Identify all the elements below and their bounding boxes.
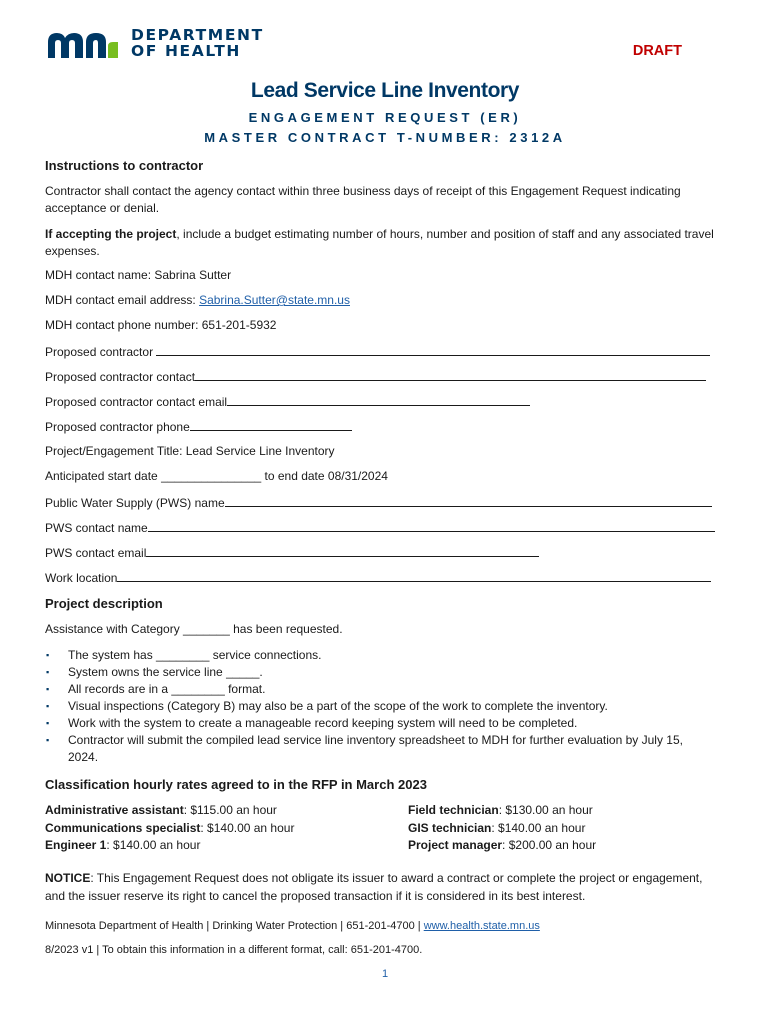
mdh-contact-phone: MDH contact phone number: 651-201-5932 <box>45 318 277 332</box>
work-location-field[interactable] <box>45 569 711 585</box>
rate-row <box>45 802 294 820</box>
mn-logo-icon <box>45 28 121 58</box>
footer-version: 8/2023 v1 | To obtain this information in a different format, call: 651-201-4700. <box>45 944 423 956</box>
rates-column-left <box>45 802 294 855</box>
proposed-contact-email-blank[interactable] <box>227 393 530 406</box>
rate-value: : $115.00 an hour <box>183 803 277 817</box>
rate-role: Administrative assistant <box>45 803 184 817</box>
work-location-blank[interactable] <box>117 569 711 582</box>
org-name <box>131 27 264 59</box>
rate-row <box>408 837 596 855</box>
rate-role: GIS technician <box>408 820 492 835</box>
mdh-contact-email-label: MDH contact email address: <box>45 293 200 307</box>
category-assistance: Assistance with Category _______ has been requested. <box>45 622 343 636</box>
contract-number: MASTER CONTRACT T-NUMBER: 2312A <box>204 130 566 145</box>
bullet-icon: ▪ <box>46 684 50 694</box>
rate-row <box>408 820 596 838</box>
rate-value: : $140.00 an hour <box>106 838 201 852</box>
pws-contact-email-label: PWS contact email <box>45 546 147 560</box>
proposed-contact-email-label: Proposed contractor contact email <box>45 395 228 409</box>
list-item-text: Visual inspections (Category B) may also be a part of the scope of the work to complete the inventory. <box>68 699 608 713</box>
list-item-text: Work with the system to create a manageable record keeping system will need to be completed. <box>68 716 578 730</box>
list-item-text: System owns the service line _____. <box>68 665 263 679</box>
rate-row <box>45 820 294 838</box>
footer-website-link[interactable]: www.health.state.mn.us <box>423 920 540 932</box>
document-subtitle: ENGAGEMENT REQUEST (ER) <box>248 110 522 125</box>
instructions-paragraph-2 <box>45 226 720 260</box>
pws-contact-name-blank[interactable] <box>148 519 715 532</box>
org-name-line2: OF HEALTH <box>131 42 241 60</box>
rates-heading: Classification hourly rates agreed to in the RFP in March 2023 <box>45 777 427 792</box>
mdh-contact-name: MDH contact name: Sabrina Sutter <box>45 268 232 282</box>
org-name-line1: DEPARTMENT <box>131 26 264 44</box>
list-item <box>45 647 715 664</box>
pws-contact-email-field[interactable] <box>45 544 539 560</box>
rate-row <box>45 837 294 855</box>
mdh-logo <box>45 26 264 60</box>
list-item <box>45 698 715 715</box>
rate-value: : $200.00 an hour <box>502 838 597 852</box>
proposed-phone-blank[interactable] <box>190 418 352 431</box>
accepting-rest: , include a budget estimating number of hours, number and position of staff and any associated travel expenses. <box>45 227 714 258</box>
page-number: 1 <box>381 968 389 980</box>
list-item <box>45 715 715 732</box>
rates-column-right <box>408 802 596 855</box>
rate-value: : $130.00 an hour <box>498 803 593 817</box>
anticipated-dates[interactable]: Anticipated start date _______________ to end date 08/31/2024 <box>45 469 388 483</box>
instructions-heading: Instructions to contractor <box>45 158 204 173</box>
proposed-contractor-field[interactable] <box>45 343 710 359</box>
footer-contact <box>45 920 540 932</box>
bullet-icon: ▪ <box>46 667 50 677</box>
proposed-contact-field[interactable] <box>45 368 706 384</box>
instructions-paragraph-1: Contractor shall contact the agency contact within three business days of receipt of this Engagement Request indicating acceptance or denial. <box>45 184 681 215</box>
rate-value: : $140.00 an hour <box>491 820 586 835</box>
notice-paragraph <box>45 870 705 905</box>
proposed-contractor-label: Proposed contractor <box>45 345 157 359</box>
rate-value: : $140.00 an hour <box>200 820 295 835</box>
pws-name-blank[interactable] <box>225 494 712 507</box>
document-title: Lead Service Line Inventory <box>250 79 520 102</box>
project-title: Project/Engagement Title: Lead Service Line Inventory <box>45 444 335 458</box>
rate-row <box>408 802 596 820</box>
list-item <box>45 664 715 681</box>
notice-text: : This Engagement Request does not obligate its issuer to award a contract or complete the project or engagement, and the issuer reserve its right to cancel the proposed transaction if it is considered in its best interest. <box>45 871 703 903</box>
proposed-phone-label: Proposed contractor phone <box>45 420 190 434</box>
accepting-bold: If accepting the project <box>45 227 177 241</box>
footer-contact-text: Minnesota Department of Health | Drinking Water Protection | 651-201-4700 | <box>45 920 424 932</box>
work-location-label: Work location <box>45 571 118 585</box>
bullet-icon: ▪ <box>46 718 50 728</box>
mdh-contact-email <box>45 293 350 307</box>
rate-role: Communications specialist <box>45 820 201 835</box>
draft-label: DRAFT <box>632 43 682 59</box>
bullet-icon: ▪ <box>46 735 50 745</box>
notice-label: NOTICE <box>45 871 91 885</box>
list-item <box>45 681 715 698</box>
list-item-text: Contractor will submit the compiled lead service line inventory spreadsheet to MDH for further evaluation by July 15, 2024. <box>68 733 683 764</box>
pws-contact-email-blank[interactable] <box>146 544 539 557</box>
rate-role: Project manager <box>408 838 503 852</box>
list-item <box>45 732 715 766</box>
mdh-contact-email-link[interactable]: Sabrina.Sutter@state.mn.us <box>199 293 350 307</box>
rate-role: Field technician <box>408 803 499 817</box>
proposed-contact-blank[interactable] <box>195 368 706 381</box>
proposed-contractor-blank[interactable] <box>156 343 710 356</box>
pws-contact-name-label: PWS contact name <box>45 521 148 535</box>
pws-contact-name-field[interactable] <box>45 519 715 535</box>
proposed-contact-label: Proposed contractor contact <box>45 370 196 384</box>
scope-bullet-list <box>45 647 715 766</box>
proposed-contact-email-field[interactable] <box>45 393 530 409</box>
project-description-heading: Project description <box>45 596 163 611</box>
list-item-text: The system has ________ service connections. <box>68 648 322 662</box>
bullet-icon: ▪ <box>46 650 50 660</box>
rate-role: Engineer 1 <box>45 838 107 852</box>
bullet-icon: ▪ <box>46 701 50 711</box>
pws-name-label: Public Water Supply (PWS) name <box>45 496 225 510</box>
pws-name-field[interactable] <box>45 494 712 510</box>
list-item-text: All records are in a ________ format. <box>68 682 266 696</box>
proposed-phone-field[interactable] <box>45 418 352 434</box>
